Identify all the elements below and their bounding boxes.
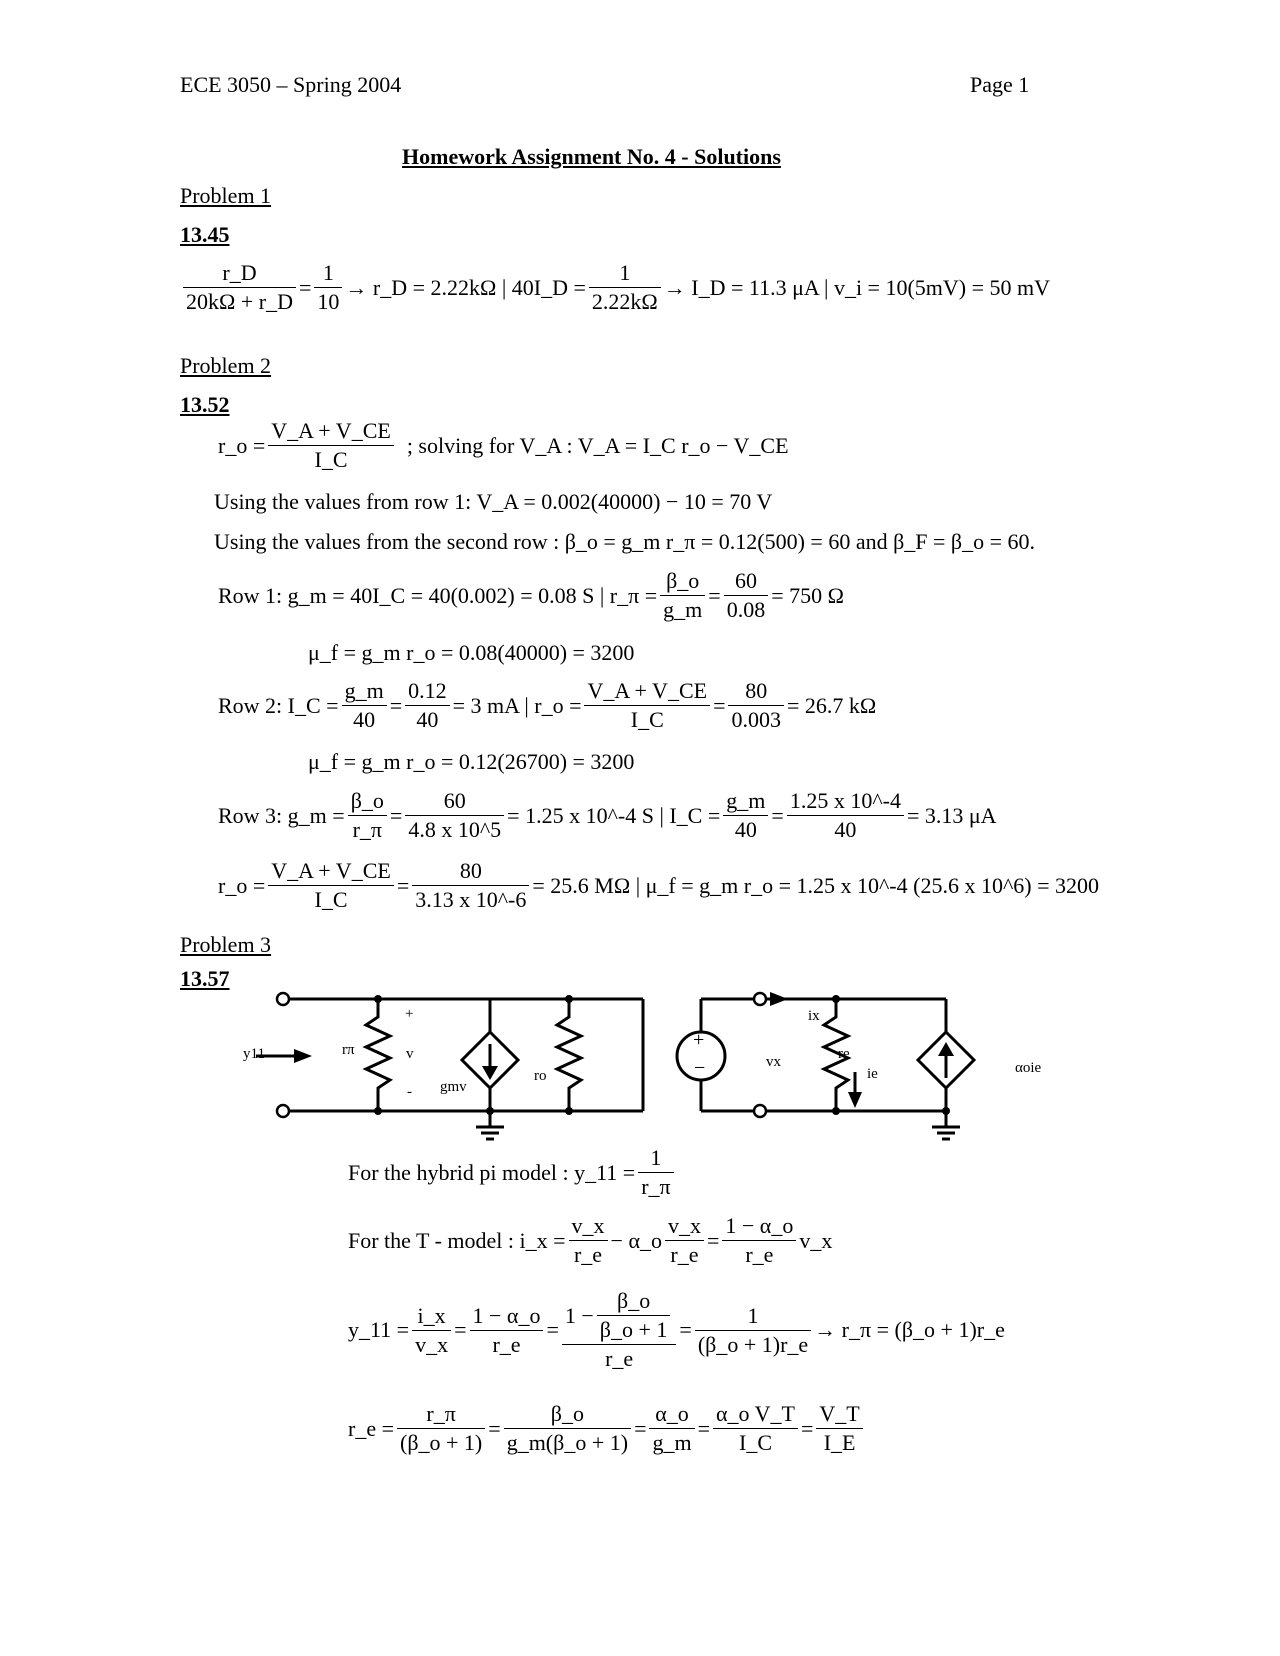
denominator: g_m [663, 597, 703, 622]
equation-text: Row 1: g_m = 40I_C = 40(0.002) = 0.08 S | r_π = [218, 582, 658, 608]
numerator: i_x [412, 1305, 451, 1331]
numerator: β_o [348, 790, 387, 816]
equals: = [634, 1415, 647, 1441]
problem-1-number: 13.45 [180, 222, 230, 247]
equation-text: r_e = [348, 1415, 394, 1441]
fraction [816, 1403, 862, 1454]
equation-text: → r_π = (β_o + 1)r_e [814, 1317, 1005, 1342]
label-r-e: re [838, 1046, 850, 1062]
label-y11: y11 [243, 1046, 265, 1062]
equation-text: y_11 = [348, 1317, 410, 1342]
numerator: 60 [405, 790, 504, 816]
denominator: 2.22kΩ [591, 289, 658, 314]
denominator: r_e [605, 1346, 634, 1371]
equation-text: For the T - model : i_x = [348, 1227, 566, 1253]
problem-3-label: Problem 3 [180, 932, 272, 957]
numerator: 80 [728, 680, 784, 706]
numerator: v_x [569, 1215, 608, 1241]
equation-text: 1 − [564, 1302, 594, 1328]
numerator: V_A + V_CE [268, 420, 394, 446]
denominator: I_C [314, 887, 348, 912]
equation-text: → r_D = 2.22kΩ | 40I_D = [345, 274, 586, 300]
equals: = [697, 1415, 711, 1441]
numerator: 1 − α_o [722, 1215, 796, 1241]
numerator: α_o V_T [713, 1403, 798, 1429]
denominator: β_o + 1 [599, 1317, 668, 1342]
fraction [470, 1302, 544, 1357]
equation-text: r_o = [218, 872, 266, 898]
y11-derivation [348, 1290, 1005, 1370]
numerator: V_A + V_CE [268, 860, 394, 886]
denominator: g_m(β_o + 1) [506, 1430, 629, 1455]
node-dot [565, 995, 573, 1003]
row-1-mu: μ_f = g_m r_o = 0.08(40000) = 3200 [308, 640, 635, 665]
row-2-beta-line: Using the values from the second row : β_o = g_m r_π = 0.12(500) = 60 and β_F = β_o = 60. [214, 529, 1036, 554]
equals: = [706, 1227, 720, 1253]
label-ix: ix [808, 1008, 820, 1024]
compound-fraction [562, 1290, 677, 1370]
numerator: g_m [723, 790, 768, 816]
re-derivation [348, 1403, 866, 1454]
equals: = [389, 802, 403, 828]
label-plus: + [405, 1006, 414, 1022]
equals: = [396, 872, 410, 898]
equation-text: = 750 Ω [771, 582, 844, 608]
denominator: I_C [630, 707, 664, 732]
denominator: 40 [416, 707, 439, 732]
label-minus: - [407, 1084, 412, 1100]
equals: = [713, 692, 726, 718]
label-vx: vx [766, 1054, 781, 1070]
page-number: Page 1 [970, 72, 1030, 97]
denominator: r_e [573, 1242, 603, 1267]
arrow-down-icon [848, 1092, 862, 1108]
r-pi-resistor [366, 999, 390, 1111]
source-plus-sign: + [693, 1029, 705, 1051]
problem-1-label: Problem 1 [180, 183, 272, 208]
label-gmv: gmv [440, 1079, 467, 1095]
fraction [597, 1290, 671, 1341]
numerator: 1.25 x 10^-4 [787, 790, 904, 816]
equation-text: For the hybrid pi model : y_11 = [348, 1159, 636, 1185]
fraction [695, 1302, 811, 1357]
denominator: (β_o + 1) [400, 1430, 483, 1455]
node-dot [942, 1107, 950, 1115]
numerator: V_A + V_CE [584, 680, 710, 706]
numerator: β_o [660, 570, 705, 596]
node-dot [565, 1107, 573, 1115]
equation-text: Row 3: g_m = [218, 802, 345, 828]
fraction [397, 1403, 485, 1454]
numerator: β_o [597, 1290, 671, 1316]
course-header: ECE 3050 – Spring 2004 [180, 72, 402, 97]
equation-text: v_x [799, 1227, 833, 1253]
numerator: 60 [724, 570, 769, 596]
denominator: I_E [823, 1430, 856, 1455]
node-dot [832, 1107, 840, 1115]
numerator: 0.12 [405, 680, 450, 706]
problem-3-number: 13.57 [180, 966, 230, 991]
numerator: 1 [589, 262, 661, 288]
problem-2-label: Problem 2 [180, 353, 272, 378]
arrow-right-icon [294, 1049, 312, 1063]
fraction [638, 1147, 673, 1198]
denominator: 40 [834, 817, 857, 842]
denominator: 10 [317, 289, 340, 314]
numerator: r_π [397, 1403, 485, 1429]
denominator: r_e [745, 1242, 774, 1267]
numerator: 1 [695, 1305, 811, 1331]
numerator: 1 − α_o [470, 1305, 544, 1331]
fraction [504, 1403, 631, 1454]
equals: = [771, 802, 784, 828]
numerator: v_x [665, 1215, 704, 1241]
denominator: 20kΩ + r_D [186, 289, 293, 314]
numerator: g_m [342, 680, 387, 706]
equation-text: Row 2: I_C = [218, 692, 339, 718]
numerator: V_T [816, 1403, 862, 1429]
r-o-resistor [557, 999, 581, 1111]
denominator: r_e [670, 1242, 699, 1267]
denominator: 40 [734, 817, 757, 842]
denominator: r_π [641, 1174, 671, 1199]
denominator: 3.13 x 10^-6 [415, 887, 527, 912]
label-ie: ie [867, 1066, 878, 1082]
label-alpha-ie: αoie [1015, 1060, 1042, 1076]
label-r-o: ro [534, 1068, 547, 1084]
numerator [562, 1290, 677, 1345]
equation-text: r_o = [218, 432, 266, 458]
equation-text: = 26.7 kΩ [786, 692, 877, 718]
terminal [277, 993, 289, 1005]
denominator: 0.08 [726, 597, 766, 622]
arrow-right-icon [770, 992, 788, 1006]
denominator: r_π [352, 817, 383, 842]
equals: = [546, 1317, 559, 1342]
denominator: 4.8 x 10^5 [408, 817, 502, 842]
equals: = [708, 582, 721, 608]
equals: = [679, 1317, 692, 1342]
node-dot [832, 995, 840, 1003]
terminal [754, 993, 766, 1005]
numerator: 1 [638, 1147, 673, 1173]
row-1-va-line: Using the values from row 1: V_A = 0.002(40000) − 10 = 70 V [214, 489, 773, 514]
equation-text: − α_o [610, 1227, 662, 1253]
t-model-equation [348, 1215, 832, 1266]
denominator: v_x [415, 1331, 449, 1357]
fraction [412, 1302, 451, 1357]
source-minus-sign: − [694, 1057, 706, 1079]
numerator: 80 [412, 860, 529, 886]
node-dot [486, 1107, 494, 1115]
equals: = [454, 1317, 467, 1342]
equals: = [298, 274, 312, 300]
arrow-up-icon [938, 1042, 954, 1056]
equals: = [801, 1415, 814, 1441]
row-2-mu: μ_f = g_m r_o = 0.12(26700) = 3200 [308, 749, 635, 774]
equals: = [488, 1415, 501, 1441]
arrow-down-icon [482, 1066, 498, 1080]
denominator: g_m [652, 1430, 692, 1455]
numerator: 1 [314, 262, 342, 288]
terminal [277, 1105, 289, 1117]
equation-text: ; solving for V_A : V_A = I_C r_o − V_CE [406, 432, 789, 458]
fraction [713, 1403, 798, 1454]
hybrid-pi-equation [348, 1147, 677, 1198]
denominator: r_e [492, 1331, 521, 1357]
node-dot [374, 1107, 382, 1115]
denominator: I_C [739, 1430, 773, 1455]
numerator: α_o [649, 1403, 694, 1429]
document-title: Homework Assignment No. 4 - Solutions [402, 144, 781, 169]
denominator: 40 [353, 707, 376, 732]
terminal [754, 1105, 766, 1117]
equals: = [389, 692, 403, 718]
denominator: (β_o + 1)r_e [697, 1331, 809, 1357]
numerator: r_D [183, 262, 296, 288]
denominator: I_C [314, 447, 348, 472]
label-v: v [406, 1046, 414, 1062]
fraction [649, 1403, 694, 1454]
node-dot [374, 995, 382, 1003]
denominator: 0.003 [731, 707, 781, 732]
numerator: β_o [504, 1403, 631, 1429]
label-r-pi: rπ [342, 1042, 355, 1058]
equation-text: = 1.25 x 10^-4 S | I_C = [507, 802, 721, 828]
equation-text: = 25.6 MΩ | μ_f = g_m r_o = 1.25 x 10^-4 (25.6 x 10^6) = 3200 [532, 872, 1100, 898]
equation-text: = 3.13 μA [906, 802, 997, 828]
equation-text: = 3 mA | r_o = [452, 692, 582, 718]
fraction [722, 1215, 796, 1266]
problem-2-number: 13.52 [180, 392, 230, 417]
fraction [665, 1215, 704, 1266]
fraction [569, 1215, 608, 1266]
equation-text: → I_D = 11.3 μA | v_i = 10(5mV) = 50 mV [663, 274, 1051, 300]
